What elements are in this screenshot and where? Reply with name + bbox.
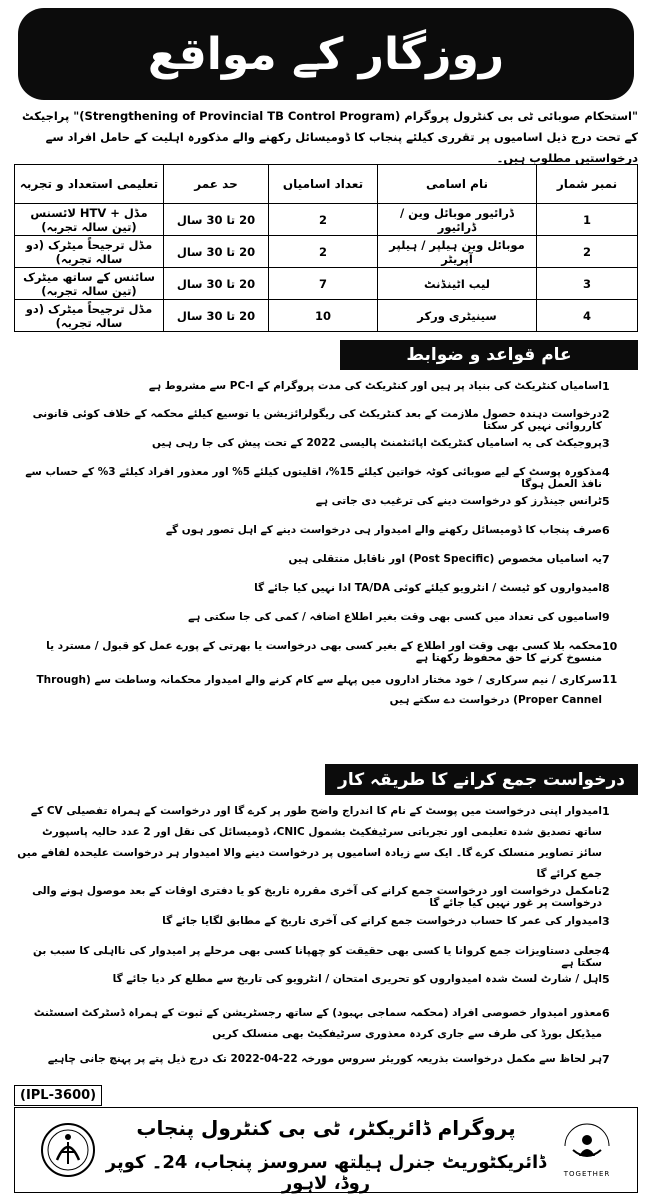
item-text: محکمہ بلا کسی بھی وقت اور اطلاع کے بغیر کسی بھی درخواست یا بھرتی کے پورے عمل کو قبول / مسترد یا منسوخ کرنے کا حق محفوظ رکھتا ہے bbox=[46, 640, 602, 664]
list-item bbox=[14, 801, 638, 885]
procedure-section-heading bbox=[325, 764, 638, 795]
table-row bbox=[15, 236, 638, 268]
ipl-code: (IPL-3600) bbox=[14, 1085, 102, 1106]
item-text: درخواست دہندہ حصول ملازمت کے بعد کنٹریکٹ کی ریگولرائزیشن یا توسیع کیلئے محکمہ کے خلاف کوئی قانونی کارروائی نہیں کر سکتا bbox=[32, 408, 602, 432]
item-text: ہر لحاظ سے مکمل درخواست بذریعہ کوریئر سروس مورخہ 22-04-2022 تک درج ذیل پتے پر پہنچ جانی چاہیے bbox=[47, 1053, 602, 1065]
item-number: 11 bbox=[602, 673, 618, 686]
col-post-name-header: نام اسامی bbox=[378, 165, 537, 204]
col-qualification-header: تعلیمی استعداد و تجربہ bbox=[15, 165, 164, 204]
item-text: جعلی دستاویزات جمع کروانا یا کسی بھی حقیقت کو چھپانا کسی بھی مرحلے پر امیدوار کی نااہلی کا سبب بن سکتا ہے bbox=[32, 945, 602, 969]
item-number: 6 bbox=[602, 524, 610, 537]
item-number: 3 bbox=[602, 915, 610, 928]
intro-paragraph: "استحکام صوبائی ٹی بی کنٹرول پروگرام (Strengthening of Provincial TB Control Program)" پراجیکٹ کے تحت درج ذیل اسامیوں پر تقرری کیلئے پنجاب کا ڈومیسائل رکھنے والے مذکورہ اہلیت کے حامل افراد سے درخواستیں مطلوب ہیں۔ bbox=[22, 109, 638, 165]
list-item bbox=[14, 380, 638, 408]
cell-qualification: سائنس کے ساتھ میٹرک (تین سالہ تجربہ) bbox=[15, 268, 164, 300]
cell-serial: 2 bbox=[537, 236, 638, 268]
cell-serial: 1 bbox=[537, 204, 638, 236]
together-logo bbox=[557, 1116, 617, 1186]
cell-age: 20 تا 30 سال bbox=[164, 268, 269, 300]
item-number: 10 bbox=[602, 640, 618, 653]
list-item bbox=[14, 611, 638, 640]
cell-post-name: موبائل وین ہیلپر / ہیلپر آپریٹر bbox=[378, 236, 537, 268]
item-number: 1 bbox=[602, 380, 610, 393]
cell-count: 2 bbox=[269, 204, 378, 236]
table-header-row bbox=[15, 165, 638, 204]
cell-post-name: ڈرائیور موبائل وین / ڈرائیور bbox=[378, 204, 537, 236]
cell-age: 20 تا 30 سال bbox=[164, 300, 269, 332]
table-row bbox=[15, 300, 638, 332]
item-text: صرف پنجاب کا ڈومیسائل رکھنے والے امیدوار ہی درخواست دینے کے اہل تصور ہوں گے bbox=[165, 524, 602, 536]
list-item bbox=[14, 495, 638, 524]
item-text: اسامیاں کنٹریکٹ کی بنیاد پر ہیں اور کنٹریکٹ کی مدت پروگرام کے PC-I سے مشروط ہے bbox=[148, 380, 602, 392]
footer-address-box bbox=[14, 1107, 638, 1193]
cell-post-name: لیب اٹینڈنٹ bbox=[378, 268, 537, 300]
footer-address: ڈائریکٹوریٹ جنرل ہیلتھ سروسز پنجاب، 24۔ کوپر روڈ، لاہور bbox=[105, 1152, 547, 1194]
footer-office-name: پروگرام ڈائریکٹر، ٹی بی کنٹرول پنجاب bbox=[136, 1116, 516, 1140]
item-text: اسامیوں کی تعداد میں کسی بھی وقت بغیر اطلاع اضافہ / کمی کی جا سکتی ہے bbox=[188, 611, 602, 623]
punjab-government-emblem-icon bbox=[39, 1120, 97, 1180]
table-row bbox=[15, 204, 638, 236]
list-item bbox=[14, 524, 638, 553]
rules-list bbox=[14, 380, 638, 714]
cell-post-name: سینیٹری ورکر bbox=[378, 300, 537, 332]
col-serial-header: نمبر شمار bbox=[537, 165, 638, 204]
page-title: روزگار کے مواقع bbox=[147, 28, 505, 80]
item-number: 2 bbox=[602, 408, 610, 421]
list-item bbox=[14, 885, 638, 915]
cell-qualification: مڈل ترجیحاً میٹرک (دو سالہ تجربہ) bbox=[15, 236, 164, 268]
item-text: امیدوار کی عمر کا حساب درخواست جمع کرانے کی آخری تاریخ کے مطابق لگایا جائے گا bbox=[162, 915, 602, 927]
cell-serial: 4 bbox=[537, 300, 638, 332]
item-number: 7 bbox=[602, 1053, 610, 1066]
item-number: 3 bbox=[602, 437, 610, 450]
cell-qualification: مڈل ترجیحاً میٹرک (دو سالہ تجربہ) bbox=[15, 300, 164, 332]
list-item bbox=[14, 640, 638, 670]
item-number: 5 bbox=[602, 495, 610, 508]
header-banner bbox=[18, 8, 634, 100]
posts-table bbox=[14, 164, 638, 332]
item-text: امیدواروں کو ٹیسٹ / انٹرویو کیلئے کوئی TA/DA ادا نہیں کیا جائے گا bbox=[254, 582, 602, 594]
cell-count: 7 bbox=[269, 268, 378, 300]
item-number: 6 bbox=[602, 1007, 610, 1020]
cell-qualification: مڈل + HTV لائسنس (تین سالہ تجربہ) bbox=[15, 204, 164, 236]
procedure-list bbox=[14, 801, 638, 1079]
list-item bbox=[14, 1003, 638, 1053]
item-text: نامکمل درخواست اور درخواست جمع کرانے کی آخری مقررہ تاریخ کو یا دفتری اوقات کے بعد موصول ہونے والی درخواست پر غور نہیں کیا جائے گا bbox=[32, 885, 602, 909]
item-number: 7 bbox=[602, 553, 610, 566]
rules-section-heading bbox=[340, 340, 638, 370]
cell-age: 20 تا 30 سال bbox=[164, 204, 269, 236]
procedure-title: درخواست جمع کرانے کا طریقہ کار bbox=[338, 770, 625, 790]
cell-count: 10 bbox=[269, 300, 378, 332]
list-item bbox=[14, 670, 638, 714]
item-number: 2 bbox=[602, 885, 610, 898]
list-item bbox=[14, 1053, 638, 1079]
item-text: اہل / شارٹ لسٹ شدہ امیدواروں کو تحریری امتحان / انٹرویو کی تاریخ سے مطلع کر دیا جائے گا bbox=[112, 973, 602, 985]
item-number: 9 bbox=[602, 611, 610, 624]
list-item bbox=[14, 973, 638, 1003]
item-text: ٹرانس جینڈرز کو درخواست دینے کی ترغیب دی جاتی ہے bbox=[315, 495, 602, 507]
list-item bbox=[14, 408, 638, 437]
together-logo-icon bbox=[557, 1116, 617, 1166]
item-number: 4 bbox=[602, 945, 610, 958]
list-item bbox=[14, 437, 638, 466]
item-number: 1 bbox=[602, 805, 610, 818]
item-text: پروجیکٹ کی یہ اسامیاں کنٹریکٹ اپائنٹمنٹ پالیسی 2022 کے تحت پیش کی جا رہی ہیں bbox=[151, 437, 602, 449]
item-text: یہ اسامیاں مخصوص (Post Specific) اور ناقابل منتقلی ہیں bbox=[288, 553, 602, 565]
cell-age: 20 تا 30 سال bbox=[164, 236, 269, 268]
list-item bbox=[14, 582, 638, 611]
item-text: معذور امیدوار خصوصی افراد (محکمہ سماجی بہبود) کے ساتھ رجسٹریشن کے ثبوت کے ہمراہ ڈسٹرکٹ اسسٹنٹ میڈیکل بورڈ کی طرف سے جاری کردہ معذوری سرٹیفکیٹ بھی منسلک کریں bbox=[33, 1007, 602, 1040]
item-number: 5 bbox=[602, 973, 610, 986]
item-text: سرکاری / نیم سرکاری / خود مختار اداروں میں پہلے سے کام کرنے والے امیدوار محکمانہ وساطت سے (Through Proper Cannel) درخواست دے سکتے ہیں bbox=[36, 674, 602, 706]
rules-title: عام قواعد و ضوابط bbox=[406, 345, 572, 365]
list-item bbox=[14, 945, 638, 973]
list-item bbox=[14, 553, 638, 582]
cell-count: 2 bbox=[269, 236, 378, 268]
item-text: امیدوار اپنی درخواست میں پوسٹ کے نام کا اندراج واضح طور پر کرے گا اور درخواست کے ہمراہ تفصیلی CV کے ساتھ تصدیق شدہ تعلیمی اور تجرباتی سرٹیفکیٹ بشمول CNIC، ڈومیسائل کی نقل اور 2 عدد حالیہ پاسپورٹ سائز تصاویر منسلک کرے گا۔ ایک سے زیادہ اسامیوں پر درخواست دینے والا امیدوار ہر درخواست علیحدہ لفافے میں جمع کرائے گا bbox=[17, 805, 602, 880]
list-item bbox=[14, 466, 638, 495]
col-count-header: تعداد اسامیاں bbox=[269, 165, 378, 204]
cell-serial: 3 bbox=[537, 268, 638, 300]
item-text: مذکورہ پوسٹ کے لیے صوبائی کوٹہ خواتین کیلئے 15%، اقلیتوں کیلئے 5% اور معذور افراد کیلئے 3% کے حساب سے نافذ العمل ہوگا bbox=[25, 466, 602, 490]
col-age-header: حد عمر bbox=[164, 165, 269, 204]
table-row bbox=[15, 268, 638, 300]
list-item bbox=[14, 915, 638, 945]
together-logo-text: TOGETHER bbox=[563, 1170, 611, 1178]
item-number: 4 bbox=[602, 466, 610, 479]
item-number: 8 bbox=[602, 582, 610, 595]
